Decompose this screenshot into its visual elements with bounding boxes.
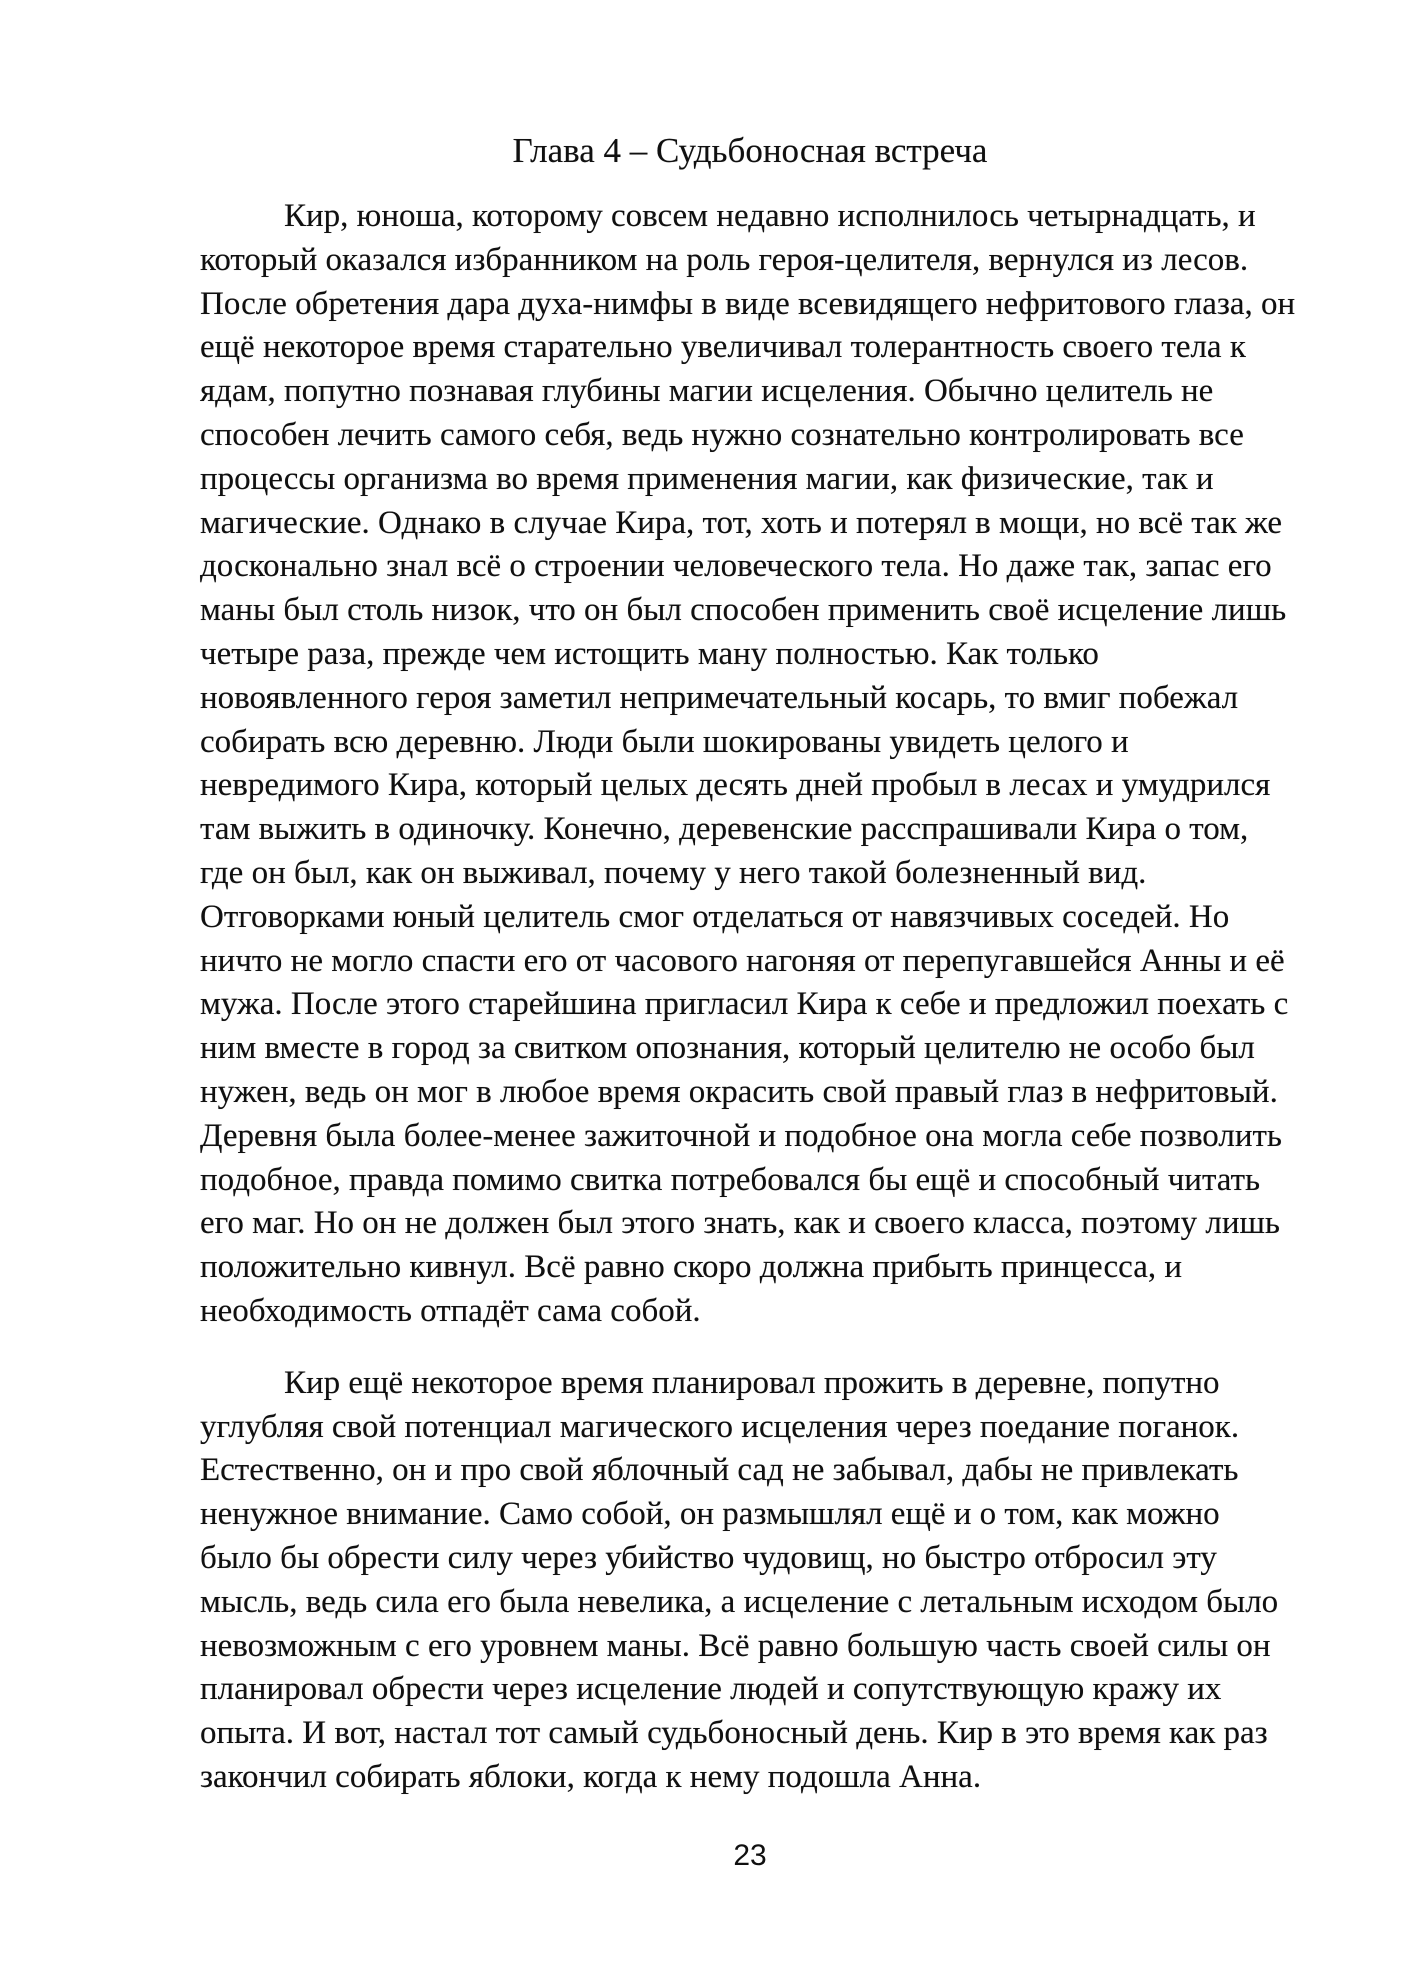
text-line: было бы обрести силу через убийство чудовищ, но быстро отбросил эту: [200, 1539, 1217, 1576]
body-text: [200, 195, 1300, 1800]
text-line: необходимость отпадёт сама собой.: [200, 1292, 701, 1329]
text-line: закончил собирать яблоки, когда к нему подошла Анна.: [200, 1758, 982, 1795]
text-line: Отговорками юный целитель смог отделаться от навязчивых соседей. Но: [200, 898, 1230, 935]
text-line: углубляя свой потенциал магического исцеления через поедание поганок.: [200, 1408, 1240, 1445]
text-line: невозможным с его уровнем маны. Всё равно большую часть своей силы он: [200, 1627, 1271, 1664]
text-line: четыре раза, прежде чем истощить ману полностью. Как только: [200, 635, 1099, 672]
text-line: процессы организма во время применения магии, как физические, так и: [200, 460, 1214, 497]
text-line: который оказался избранником на роль героя-целителя, вернулся из лесов.: [200, 241, 1249, 278]
text-line: его маг. Но он не должен был этого знать, как и своего класса, поэтому лишь: [200, 1205, 1280, 1242]
text-line: Естественно, он и про свой яблочный сад не забывал, дабы не привлекать: [200, 1452, 1239, 1489]
text-line: ещё некоторое время старательно увеличивал толерантность своего тела к: [200, 329, 1246, 366]
text-line: досконально знал всё о строении человеческого тела. Но даже так, запас его: [200, 548, 1272, 585]
text-line: ничто не могло спасти его от часового нагоняя от перепугавшейся Анны и её: [200, 942, 1285, 979]
text-line: Кир ещё некоторое время планировал прожить в деревне, попутно: [284, 1364, 1220, 1401]
text-line: там выжить в одиночку. Конечно, деревенские расспрашивали Кира о том,: [200, 811, 1249, 848]
text-line: собирать всю деревню. Люди были шокированы увидеть целого и: [200, 723, 1129, 760]
text-line: После обретения дара духа-нимфы в виде всевидящего нефритового глаза, он: [200, 285, 1296, 322]
paragraph: [200, 195, 1300, 1334]
text-line: невредимого Кира, который целых десять дней пробыл в лесах и умудрился: [200, 767, 1271, 804]
text-line: подобное, правда помимо свитка потребовался бы ещё и способный читать: [200, 1161, 1261, 1198]
text-line: новоявленного героя заметил непримечательный косарь, то вмиг побежал: [200, 679, 1239, 716]
page-number: 23: [733, 1839, 767, 1872]
text-line: опыта. И вот, настал тот самый судьбоносный день. Кир в это время как раз: [200, 1715, 1268, 1752]
text-line: ядам, попутно познавая глубины магии исцеления. Обычно целитель не: [200, 373, 1214, 410]
text-line: планировал обрести через исцеление людей и сопутствующую кражу их: [200, 1671, 1222, 1708]
paragraph: [200, 1362, 1300, 1800]
chapter-title: Глава 4 – Судьбоносная встреча: [512, 131, 988, 170]
text-line: маны был столь низок, что он был способен применить своё исцеление лишь: [200, 592, 1287, 629]
text-line: магические. Однако в случае Кира, тот, хоть и потерял в мощи, но всё так же: [200, 504, 1283, 541]
text-line: способен лечить самого себя, ведь нужно сознательно контролировать все: [200, 416, 1244, 453]
text-line: ненужное внимание. Само собой, он размышлял ещё и о том, как можно: [200, 1496, 1220, 1533]
text-line: ним вместе в город за свитком опознания, который целителю не особо был: [200, 1030, 1255, 1067]
page-content: [200, 128, 1300, 1828]
text-line: где он был, как он выживал, почему у него такой болезненный вид.: [200, 854, 1147, 891]
text-line: положительно кивнул. Всё равно скоро должна прибыть принцесса, и: [200, 1249, 1183, 1286]
text-line: Деревня была более-менее зажиточной и подобное она могла себе позволить: [200, 1117, 1282, 1154]
text-line: нужен, ведь он мог в любое время окрасить свой правый глаз в нефритовый.: [200, 1073, 1278, 1110]
text-line: мысль, ведь сила его была невелика, а исцеление с летальным исходом было: [200, 1583, 1279, 1620]
text-line: Кир, юноша, которому совсем недавно исполнилось четырнадцать, и: [284, 198, 1256, 234]
text-line: мужа. После этого старейшина пригласил Кира к себе и предложил поехать с: [200, 986, 1289, 1023]
